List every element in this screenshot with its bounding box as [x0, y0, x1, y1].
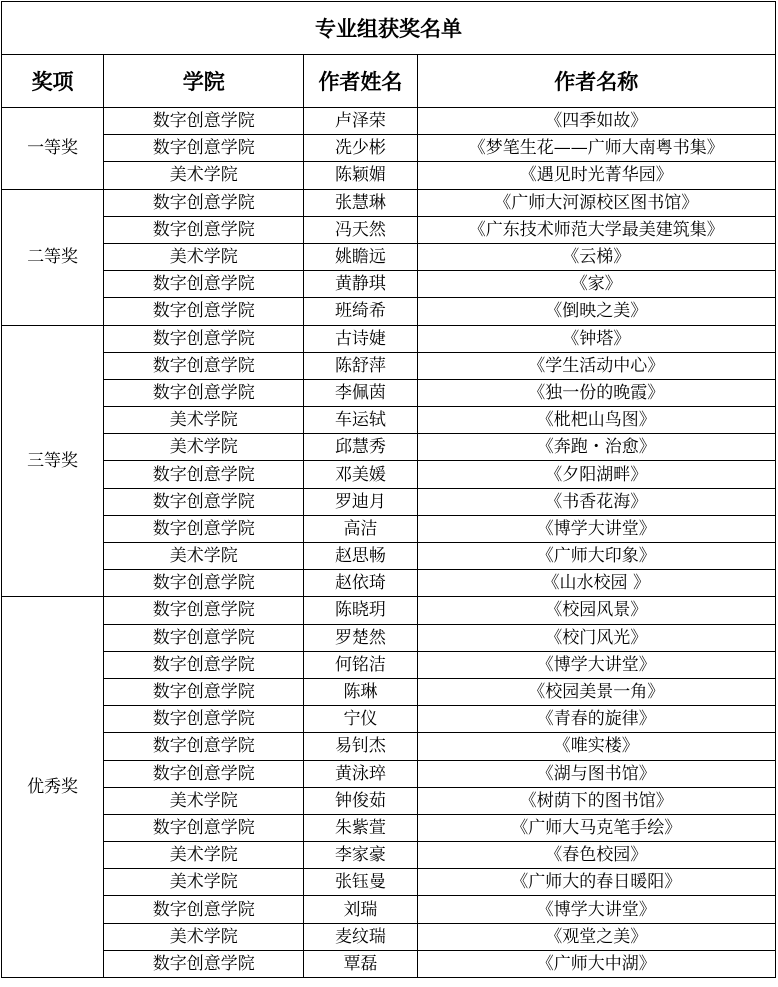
college-cell: 数字创意学院	[104, 135, 304, 162]
table-row	[2, 515, 776, 542]
college-cell: 数字创意学院	[104, 597, 304, 624]
college-cell: 美术学院	[104, 543, 304, 570]
author-name-cell: 张慧琳	[304, 189, 417, 216]
work-title-cell: 《广师大的春日暖阳》	[417, 869, 775, 896]
author-name-cell: 卢泽荣	[304, 108, 417, 135]
college-cell: 数字创意学院	[104, 189, 304, 216]
college-cell: 美术学院	[104, 923, 304, 950]
college-cell: 数字创意学院	[104, 651, 304, 678]
author-name-cell: 车运轼	[304, 407, 417, 434]
header-author-name: 作者姓名	[304, 55, 417, 108]
table-row	[2, 923, 776, 950]
college-cell: 数字创意学院	[104, 379, 304, 406]
award-cell: 优秀奖	[2, 597, 104, 978]
college-cell: 数字创意学院	[104, 624, 304, 651]
author-name-cell: 刘瑞	[304, 896, 417, 923]
table-row	[2, 869, 776, 896]
work-title-cell: 《四季如故》	[417, 108, 775, 135]
author-name-cell: 罗迪月	[304, 488, 417, 515]
table-row	[2, 678, 776, 705]
header-college: 学院	[104, 55, 304, 108]
table-row	[2, 570, 776, 597]
table-row	[2, 597, 776, 624]
author-name-cell: 冼少彬	[304, 135, 417, 162]
author-name-cell: 钟俊茹	[304, 787, 417, 814]
work-title-cell: 《倒映之美》	[417, 298, 775, 325]
table-row	[2, 787, 776, 814]
college-cell: 数字创意学院	[104, 461, 304, 488]
table-row	[2, 814, 776, 841]
author-name-cell: 罗楚然	[304, 624, 417, 651]
work-title-cell: 《学生活动中心》	[417, 352, 775, 379]
work-title-cell: 《校门风光》	[417, 624, 775, 651]
author-name-cell: 邱慧秀	[304, 434, 417, 461]
table-title: 专业组获奖名单	[2, 2, 776, 55]
author-name-cell: 陈颖媚	[304, 162, 417, 189]
work-title-cell: 《枇杷山鸟图》	[417, 407, 775, 434]
header-award: 奖项	[2, 55, 104, 108]
author-name-cell: 宁仪	[304, 706, 417, 733]
author-name-cell: 朱紫萱	[304, 814, 417, 841]
college-cell: 数字创意学院	[104, 706, 304, 733]
work-title-cell: 《湖与图书馆》	[417, 760, 775, 787]
work-title-cell: 《广师大印象》	[417, 543, 775, 570]
award-cell: 三等奖	[2, 325, 104, 597]
author-name-cell: 姚瞻远	[304, 243, 417, 270]
award-list-table	[1, 1, 776, 978]
author-name-cell: 陈琳	[304, 678, 417, 705]
table-row	[2, 950, 776, 977]
table-row	[2, 488, 776, 515]
work-title-cell: 《夕阳湖畔》	[417, 461, 775, 488]
table-row	[2, 379, 776, 406]
table-row	[2, 760, 776, 787]
college-cell: 美术学院	[104, 243, 304, 270]
author-name-cell: 覃磊	[304, 950, 417, 977]
author-name-cell: 张钰曼	[304, 869, 417, 896]
table-row	[2, 651, 776, 678]
work-title-cell: 《观堂之美》	[417, 923, 775, 950]
table-body	[2, 108, 776, 978]
college-cell: 美术学院	[104, 407, 304, 434]
college-cell: 数字创意学院	[104, 814, 304, 841]
work-title-cell: 《博学大讲堂》	[417, 651, 775, 678]
work-title-cell: 《博学大讲堂》	[417, 896, 775, 923]
college-cell: 美术学院	[104, 842, 304, 869]
author-name-cell: 赵思畅	[304, 543, 417, 570]
college-cell: 数字创意学院	[104, 760, 304, 787]
college-cell: 数字创意学院	[104, 108, 304, 135]
college-cell: 美术学院	[104, 162, 304, 189]
table-row	[2, 842, 776, 869]
work-title-cell: 《奔跑・治愈》	[417, 434, 775, 461]
college-cell: 数字创意学院	[104, 733, 304, 760]
work-title-cell: 《山水校园 》	[417, 570, 775, 597]
table-row	[2, 624, 776, 651]
work-title-cell: 《唯实楼》	[417, 733, 775, 760]
table-row	[2, 706, 776, 733]
table-row	[2, 298, 776, 325]
table-row	[2, 216, 776, 243]
award-cell: 一等奖	[2, 108, 104, 190]
work-title-cell: 《遇见时光菁华园》	[417, 162, 775, 189]
author-name-cell: 古诗婕	[304, 325, 417, 352]
table-row	[2, 162, 776, 189]
author-name-cell: 易钊杰	[304, 733, 417, 760]
author-name-cell: 黄静琪	[304, 271, 417, 298]
table-row	[2, 325, 776, 352]
header-work-title: 作者名称	[417, 55, 775, 108]
college-cell: 数字创意学院	[104, 515, 304, 542]
work-title-cell: 《青春的旋律》	[417, 706, 775, 733]
college-cell: 数字创意学院	[104, 216, 304, 243]
table-row	[2, 896, 776, 923]
college-cell: 美术学院	[104, 869, 304, 896]
table-row	[2, 543, 776, 570]
work-title-cell: 《广东技术师范大学最美建筑集》	[417, 216, 775, 243]
college-cell: 数字创意学院	[104, 570, 304, 597]
work-title-cell: 《家》	[417, 271, 775, 298]
author-name-cell: 高洁	[304, 515, 417, 542]
table-row	[2, 407, 776, 434]
college-cell: 美术学院	[104, 434, 304, 461]
work-title-cell: 《树荫下的图书馆》	[417, 787, 775, 814]
work-title-cell: 《校园风景》	[417, 597, 775, 624]
author-name-cell: 李家豪	[304, 842, 417, 869]
college-cell: 数字创意学院	[104, 271, 304, 298]
work-title-cell: 《广师大河源校区图书馆》	[417, 189, 775, 216]
table-row	[2, 733, 776, 760]
work-title-cell: 《广师大中湖》	[417, 950, 775, 977]
work-title-cell: 《书香花海》	[417, 488, 775, 515]
work-title-cell: 《春色校园》	[417, 842, 775, 869]
table-row	[2, 189, 776, 216]
author-name-cell: 黄泳琗	[304, 760, 417, 787]
work-title-cell: 《广师大马克笔手绘》	[417, 814, 775, 841]
table-row	[2, 108, 776, 135]
author-name-cell: 麦纹瑞	[304, 923, 417, 950]
work-title-cell: 《独一份的晚霞》	[417, 379, 775, 406]
college-cell: 数字创意学院	[104, 298, 304, 325]
work-title-cell: 《钟塔》	[417, 325, 775, 352]
college-cell: 数字创意学院	[104, 325, 304, 352]
header-row	[2, 55, 776, 108]
author-name-cell: 赵依琦	[304, 570, 417, 597]
author-name-cell: 冯天然	[304, 216, 417, 243]
author-name-cell: 班绮希	[304, 298, 417, 325]
author-name-cell: 何铭洁	[304, 651, 417, 678]
table-row	[2, 352, 776, 379]
author-name-cell: 邓美媛	[304, 461, 417, 488]
table-row	[2, 243, 776, 270]
table-row	[2, 271, 776, 298]
table-row	[2, 461, 776, 488]
work-title-cell: 《梦笔生花——广师大南粤书集》	[417, 135, 775, 162]
award-cell: 二等奖	[2, 189, 104, 325]
college-cell: 数字创意学院	[104, 352, 304, 379]
college-cell: 数字创意学院	[104, 678, 304, 705]
college-cell: 数字创意学院	[104, 488, 304, 515]
college-cell: 数字创意学院	[104, 950, 304, 977]
work-title-cell: 《云梯》	[417, 243, 775, 270]
author-name-cell: 陈舒萍	[304, 352, 417, 379]
college-cell: 美术学院	[104, 787, 304, 814]
table-row	[2, 434, 776, 461]
author-name-cell: 李佩茵	[304, 379, 417, 406]
college-cell: 数字创意学院	[104, 896, 304, 923]
author-name-cell: 陈晓玥	[304, 597, 417, 624]
work-title-cell: 《校园美景一角》	[417, 678, 775, 705]
title-row	[2, 2, 776, 55]
work-title-cell: 《博学大讲堂》	[417, 515, 775, 542]
table-row	[2, 135, 776, 162]
